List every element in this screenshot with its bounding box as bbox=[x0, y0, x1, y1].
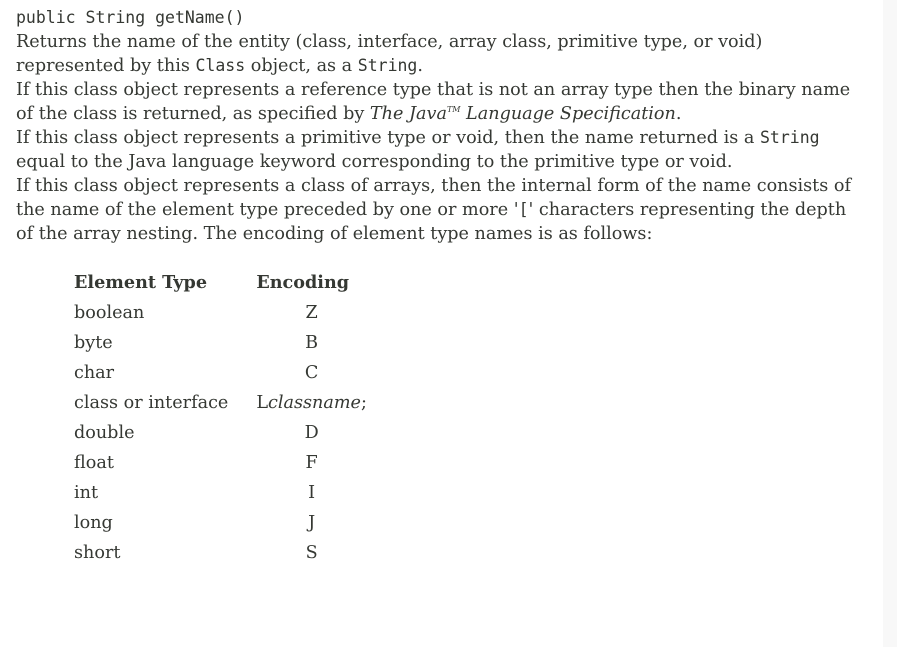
table-row bbox=[72, 328, 367, 358]
table-row bbox=[72, 358, 367, 388]
text: If this class object represents a class of arrays, then the internal form of the name consists of the name of the element type preceded by one or more ' bbox=[16, 176, 851, 220]
encoding-cell: J bbox=[308, 513, 316, 533]
encoding-cell: B bbox=[305, 333, 319, 353]
spec-title-end: Language Specification bbox=[460, 104, 676, 124]
encoding-prefix: L bbox=[256, 393, 269, 413]
element-type-cell: class or interface bbox=[74, 393, 229, 413]
element-type-cell: boolean bbox=[74, 303, 145, 323]
text: . bbox=[417, 56, 423, 76]
code-class: Class bbox=[195, 56, 246, 75]
header-element-type: Element Type bbox=[74, 272, 208, 293]
text: equal to the Java language keyword corresponding to the primitive type or void. bbox=[16, 152, 733, 172]
encoding-cell bbox=[256, 388, 367, 418]
code-string: String bbox=[357, 56, 418, 75]
text: . bbox=[675, 104, 682, 124]
trademark-symbol: TM bbox=[446, 105, 461, 114]
method-signature: public String getName() bbox=[16, 8, 245, 27]
encoding-cell: Z bbox=[305, 303, 318, 323]
table-row bbox=[72, 508, 367, 538]
text: If this class object represents a reference type that is not an array type then the binary name of the class is returned, as specified by bbox=[16, 80, 851, 124]
table-header-row bbox=[72, 268, 367, 298]
text: Returns the name of the entity (class, interface, array class, primitive type, or void) represented by this bbox=[16, 32, 763, 76]
encoding-placeholder: classname bbox=[268, 393, 361, 413]
encoding-cell: S bbox=[305, 543, 318, 563]
text: If this class object represents a primitive type or void, then the name returned is a bbox=[16, 128, 760, 148]
element-type-cell: float bbox=[74, 453, 114, 473]
description-paragraph bbox=[16, 30, 867, 78]
spec-title-start: The Java bbox=[369, 104, 447, 124]
primitive-type-paragraph bbox=[16, 126, 867, 174]
table-row bbox=[72, 388, 367, 418]
array-paragraph bbox=[16, 174, 867, 246]
table-row bbox=[72, 478, 367, 508]
table-row bbox=[72, 448, 367, 478]
element-type-cell: char bbox=[74, 363, 115, 383]
element-type-cell: int bbox=[74, 483, 99, 503]
code-string: String bbox=[759, 128, 820, 147]
element-type-cell: byte bbox=[74, 333, 113, 353]
spec-citation bbox=[370, 104, 676, 124]
encoding-cell: C bbox=[304, 363, 319, 383]
element-type-cell: double bbox=[74, 423, 135, 443]
element-type-cell: long bbox=[74, 513, 113, 533]
element-type-cell: short bbox=[74, 543, 121, 563]
encoding-table bbox=[72, 268, 367, 568]
text: ' characters representing the depth of the array nesting. The encoding of element type names is as follows: bbox=[16, 200, 847, 244]
encoding-cell: I bbox=[308, 483, 316, 503]
table-row bbox=[72, 298, 367, 328]
code-bracket: [ bbox=[518, 200, 529, 219]
text: object, as a bbox=[245, 56, 358, 76]
encoding-cell: F bbox=[305, 453, 318, 473]
table-row bbox=[72, 418, 367, 448]
header-encoding: Encoding bbox=[256, 272, 350, 293]
table-row bbox=[72, 538, 367, 568]
reference-type-paragraph bbox=[16, 78, 867, 126]
encoding-cell: D bbox=[304, 423, 319, 443]
encoding-suffix: ; bbox=[360, 393, 367, 413]
